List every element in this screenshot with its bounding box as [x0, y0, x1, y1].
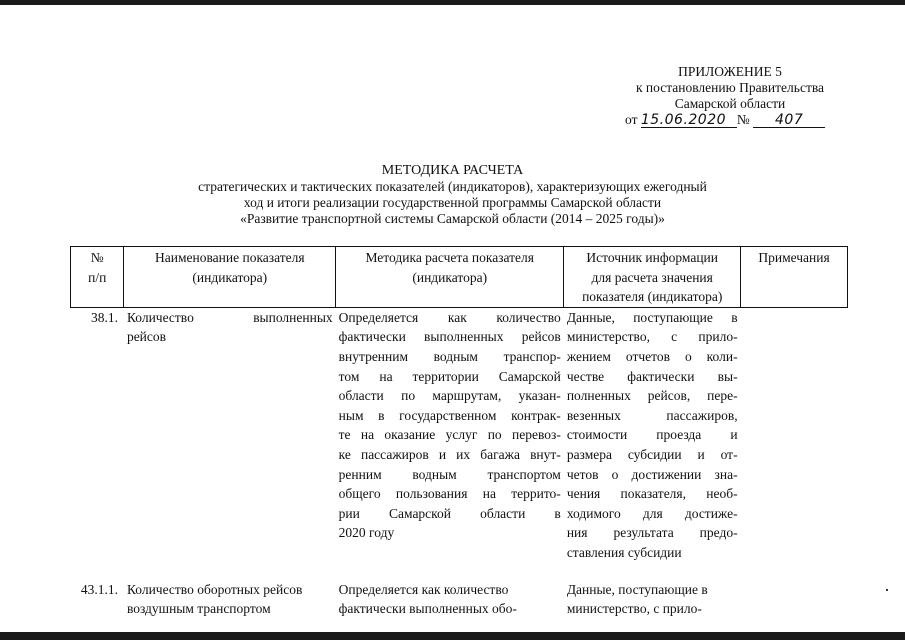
header-notes — [741, 247, 848, 308]
scan-bottom-border — [0, 632, 905, 640]
calculation-method-line: те на оказание услуг по перевоз- — [338, 427, 561, 443]
header-source-l1: Источник информации — [586, 250, 719, 265]
row-number: 38.1. — [90, 309, 118, 325]
handwritten-date: 15.06.2020 — [641, 113, 737, 128]
information-source-line: ния результата предо- — [566, 525, 738, 541]
scan-speck — [886, 589, 888, 591]
information-source-line: Данные, поступающие в — [566, 309, 738, 325]
calculation-method-line: фактически выполненных рейсов — [338, 329, 561, 345]
information-source-line: чения показателя, необ- — [566, 486, 738, 502]
document-title — [150, 163, 755, 227]
header-number — [71, 247, 124, 308]
calculation-method-line: фактически выполненных обо- — [338, 601, 517, 617]
header-method-l1: Методика расчета показателя — [365, 250, 534, 265]
information-source-line: везенных пассажиров, — [566, 407, 738, 423]
header-name-l1: Наименование показателя — [154, 250, 305, 265]
indicator-name-line: Количество оборотных рейсов — [126, 581, 303, 597]
scan-top-border — [0, 0, 905, 5]
number-prefix: № — [736, 112, 750, 127]
information-source-line: ходимого для достиже- — [566, 505, 738, 521]
header-method-l2: (индикатора) — [412, 269, 488, 285]
calculation-method-line: ренним водным транспортом — [338, 466, 561, 482]
handwritten-number: 407 — [753, 113, 825, 128]
information-source-line: министерство, с прило- — [566, 601, 702, 617]
title-line-2: ход и итоги реализации государственной программы Самарской области — [243, 195, 662, 210]
indicators-table — [70, 246, 848, 619]
information-source-line: размера субсидии и от- — [566, 446, 738, 462]
header-indicator-name — [124, 247, 336, 308]
date-prefix: от — [625, 112, 638, 127]
information-source-line: честве фактически вы- — [566, 368, 738, 384]
calculation-method — [336, 307, 564, 562]
title-main: МЕТОДИКА РАСЧЕТА — [381, 163, 524, 178]
table-header-row — [71, 247, 848, 308]
calculation-method-line: области по маршрутам, указан- — [338, 388, 561, 404]
notes-cell — [741, 563, 848, 619]
indicator-name — [124, 307, 336, 562]
calculation-method-line: общего пользования на террито- — [338, 486, 561, 502]
calculation-method-line: рии Самарской области в — [338, 505, 561, 521]
calculation-method-line: внутренним водным транспор- — [338, 348, 561, 364]
header-notes-l1: Примечания — [758, 250, 830, 265]
indicator-name-line: воздушным транспортом — [126, 601, 271, 617]
header-name-l2: (индикатора) — [192, 269, 268, 285]
calculation-method — [336, 563, 564, 619]
indicator-name-line: Количество выполненных — [126, 309, 333, 325]
calculation-method-line: ным в государственном контрак- — [338, 407, 561, 423]
indicator-name — [124, 563, 336, 619]
information-source-line: жением отчетов о коли- — [566, 348, 738, 364]
information-source-line: четов о достижении зна- — [566, 466, 738, 482]
appendix-resolution-line: к постановлению Правительства — [635, 80, 825, 95]
calculation-method-line: том на территории Самарской — [338, 368, 561, 384]
header-source-l2: для расчета значения — [591, 269, 713, 285]
information-source-line: ставления субсидии — [566, 544, 682, 560]
row-number: 43.1.1. — [80, 581, 118, 597]
information-source — [564, 563, 741, 619]
header-number-l2: п/п — [88, 269, 107, 285]
appendix-heading: ПРИЛОЖЕНИЕ 5 — [678, 64, 782, 79]
calculation-method-line: Определяется как количество — [338, 581, 509, 597]
calculation-method-line: 2020 году — [338, 525, 395, 541]
information-source-line: Данные, поступающие в — [566, 581, 708, 597]
appendix-stamp — [610, 64, 850, 128]
information-source-line: министерство, с прило- — [566, 329, 738, 345]
title-line-1: стратегических и тактических показателей (индикаторов), характеризующих ежегодный — [198, 179, 707, 194]
notes-cell — [741, 307, 848, 562]
appendix-date-line — [610, 112, 850, 128]
header-number-l1: № — [90, 250, 104, 265]
information-source-line: стоимости проезда и — [566, 427, 738, 443]
header-method — [336, 247, 564, 308]
information-source-line: полненных рейсов, пере- — [566, 388, 738, 404]
appendix-region-line: Самарской области — [674, 96, 786, 111]
header-source-l3: показателя (индикатора) — [582, 289, 723, 305]
calculation-method-line: ке пассажиров и их багажа внут- — [338, 446, 561, 462]
header-source — [564, 247, 741, 308]
title-line-3: «Развитие транспортной системы Самарской области (2014 – 2025 годы)» — [240, 211, 665, 226]
information-source — [564, 307, 741, 562]
table-row — [71, 563, 848, 619]
indicator-name-line: рейсов — [126, 329, 167, 345]
calculation-method-line: Определяется как количество — [338, 309, 561, 325]
table-row — [71, 307, 848, 562]
